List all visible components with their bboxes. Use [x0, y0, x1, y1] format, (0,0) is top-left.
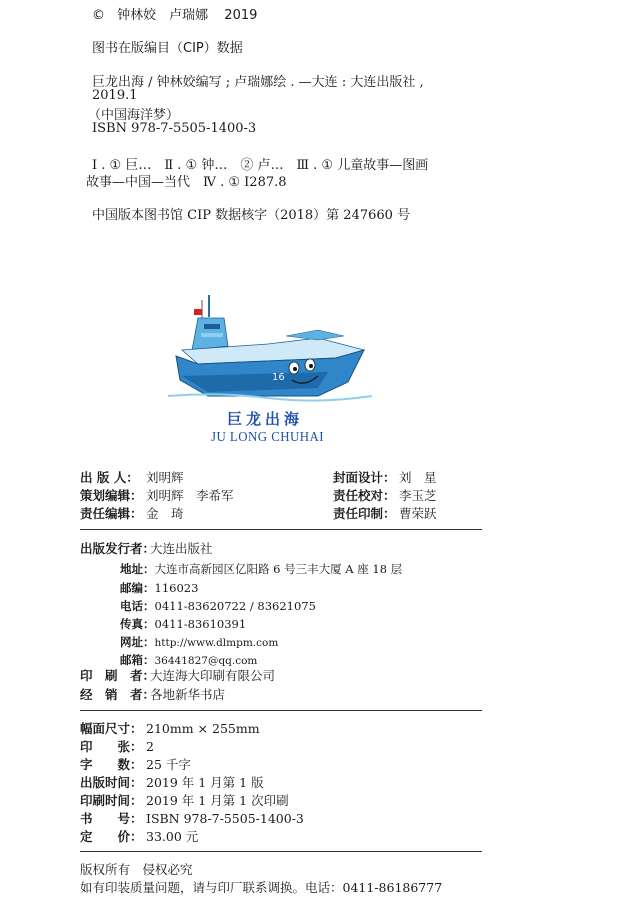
mast: [208, 295, 210, 317]
pupil-left: [293, 367, 297, 371]
credit-value: 刘明辉: [146, 470, 184, 485]
credit-row: [80, 488, 234, 504]
cip-line-6: 故事—中国—当代 Ⅳ . ① I287.8: [86, 175, 287, 190]
hull-number: 16: [272, 372, 285, 383]
spec-row: 书 号： ISBN 978-7-5505-1400-3: [80, 811, 304, 826]
credit-value: 金 琦: [146, 506, 184, 521]
quality-notice: 如有印装质量问题，请与印厂联系调换。电话：0411-86186777: [80, 880, 443, 895]
cip-heading: 图书在版编目（CIP）数据: [92, 41, 243, 56]
copyright-notice: 版权所有 侵权必究: [80, 862, 193, 877]
spec-row: 印 张： 2: [80, 739, 154, 754]
cover-pinyin: JU LONG CHUHAI: [211, 430, 325, 445]
publisher-detail: 邮箱：36441827@qq.com: [120, 653, 258, 667]
publisher-label: 出版发行者：: [80, 541, 156, 556]
cip-line-7: 中国版本图书馆 CIP 数据核字（2018）第 247660 号: [92, 208, 411, 223]
credit-label: 责任印制：: [333, 506, 396, 521]
credit-value: 曹荣跃: [399, 506, 437, 521]
copyright-symbol: ©: [92, 8, 105, 23]
copyright-names: 钟林姣 卢瑞娜: [117, 8, 209, 23]
cover-title: 巨龙出海: [227, 410, 304, 428]
seller-row: [80, 687, 225, 703]
island-detail: [201, 333, 223, 337]
credit-row-right: [333, 470, 437, 486]
cip-line-3: （中国海洋梦）: [88, 108, 180, 123]
publisher-detail: 电话：0411-83620722 / 83621075: [120, 599, 316, 613]
publisher-detail: 地址：大连市高新园区亿阳路 6 号三丰大厦 A 座 18 层: [120, 562, 403, 576]
copyright-year: 2019: [224, 8, 258, 23]
credit-row-right: [333, 506, 437, 522]
divider: [80, 529, 482, 530]
cip-line-5: Ⅰ . ① 巨… Ⅱ . ① 钟… ② 卢… Ⅲ . ① 儿童故事—图画: [92, 158, 429, 173]
printer-row: [80, 668, 275, 684]
seller-label: 经 销 者：: [80, 687, 156, 702]
credit-label: 出 版 人：: [80, 470, 139, 485]
spec-row: 出版时间： 2019 年 1 月第 1 版: [80, 775, 264, 790]
bridge-windows: [204, 324, 220, 329]
credit-value: 李玉芝: [399, 488, 437, 503]
publisher-detail: 邮编：116023: [120, 581, 199, 595]
cip-line-2: 2019.1: [92, 88, 138, 103]
credit-label: 责任编辑：: [80, 506, 143, 521]
publisher-detail: 网址：http://www.dlmpm.com: [120, 635, 279, 649]
divider: [80, 710, 482, 711]
cip-line-1: 巨龙出海 / 钟林姣编写 ; 卢瑞娜绘 . —大连 : 大连出版社 ,: [92, 75, 424, 90]
spec-row: 字 数： 25 千字: [80, 757, 191, 772]
credit-value: 刘 星: [399, 470, 437, 485]
pupil-right: [309, 364, 313, 368]
credit-row: [80, 506, 184, 522]
flag-icon: [194, 309, 202, 315]
seller-value: 各地新华书店: [150, 687, 226, 702]
cip-line-4: ISBN 978-7-5505-1400-3: [92, 121, 257, 136]
credit-label: 封面设计：: [333, 470, 396, 485]
credit-row: [80, 470, 184, 486]
credit-label: 策划编辑：: [80, 488, 143, 503]
credit-row-right: [333, 488, 437, 504]
publisher-row: [80, 541, 213, 557]
credit-label: 责任校对：: [333, 488, 396, 503]
aircraft-carrier-illustration: [168, 292, 372, 404]
divider: [80, 851, 482, 852]
copyright-line: [92, 4, 257, 23]
printer-value: 大连海大印刷有限公司: [150, 668, 276, 683]
publisher-value: 大连出版社: [150, 541, 213, 556]
printer-label: 印 刷 者：: [80, 668, 156, 683]
publisher-detail: 传真：0411-83610391: [120, 617, 247, 631]
spec-row: 印刷时间： 2019 年 1 月第 1 次印刷: [80, 793, 289, 808]
spec-row: 定 价： 33.00 元: [80, 829, 199, 844]
ski-jump-bow: [286, 330, 344, 340]
spec-row: 幅面尺寸： 210mm × 255mm: [80, 721, 260, 736]
credit-value: 刘明辉 李希军: [146, 488, 234, 503]
